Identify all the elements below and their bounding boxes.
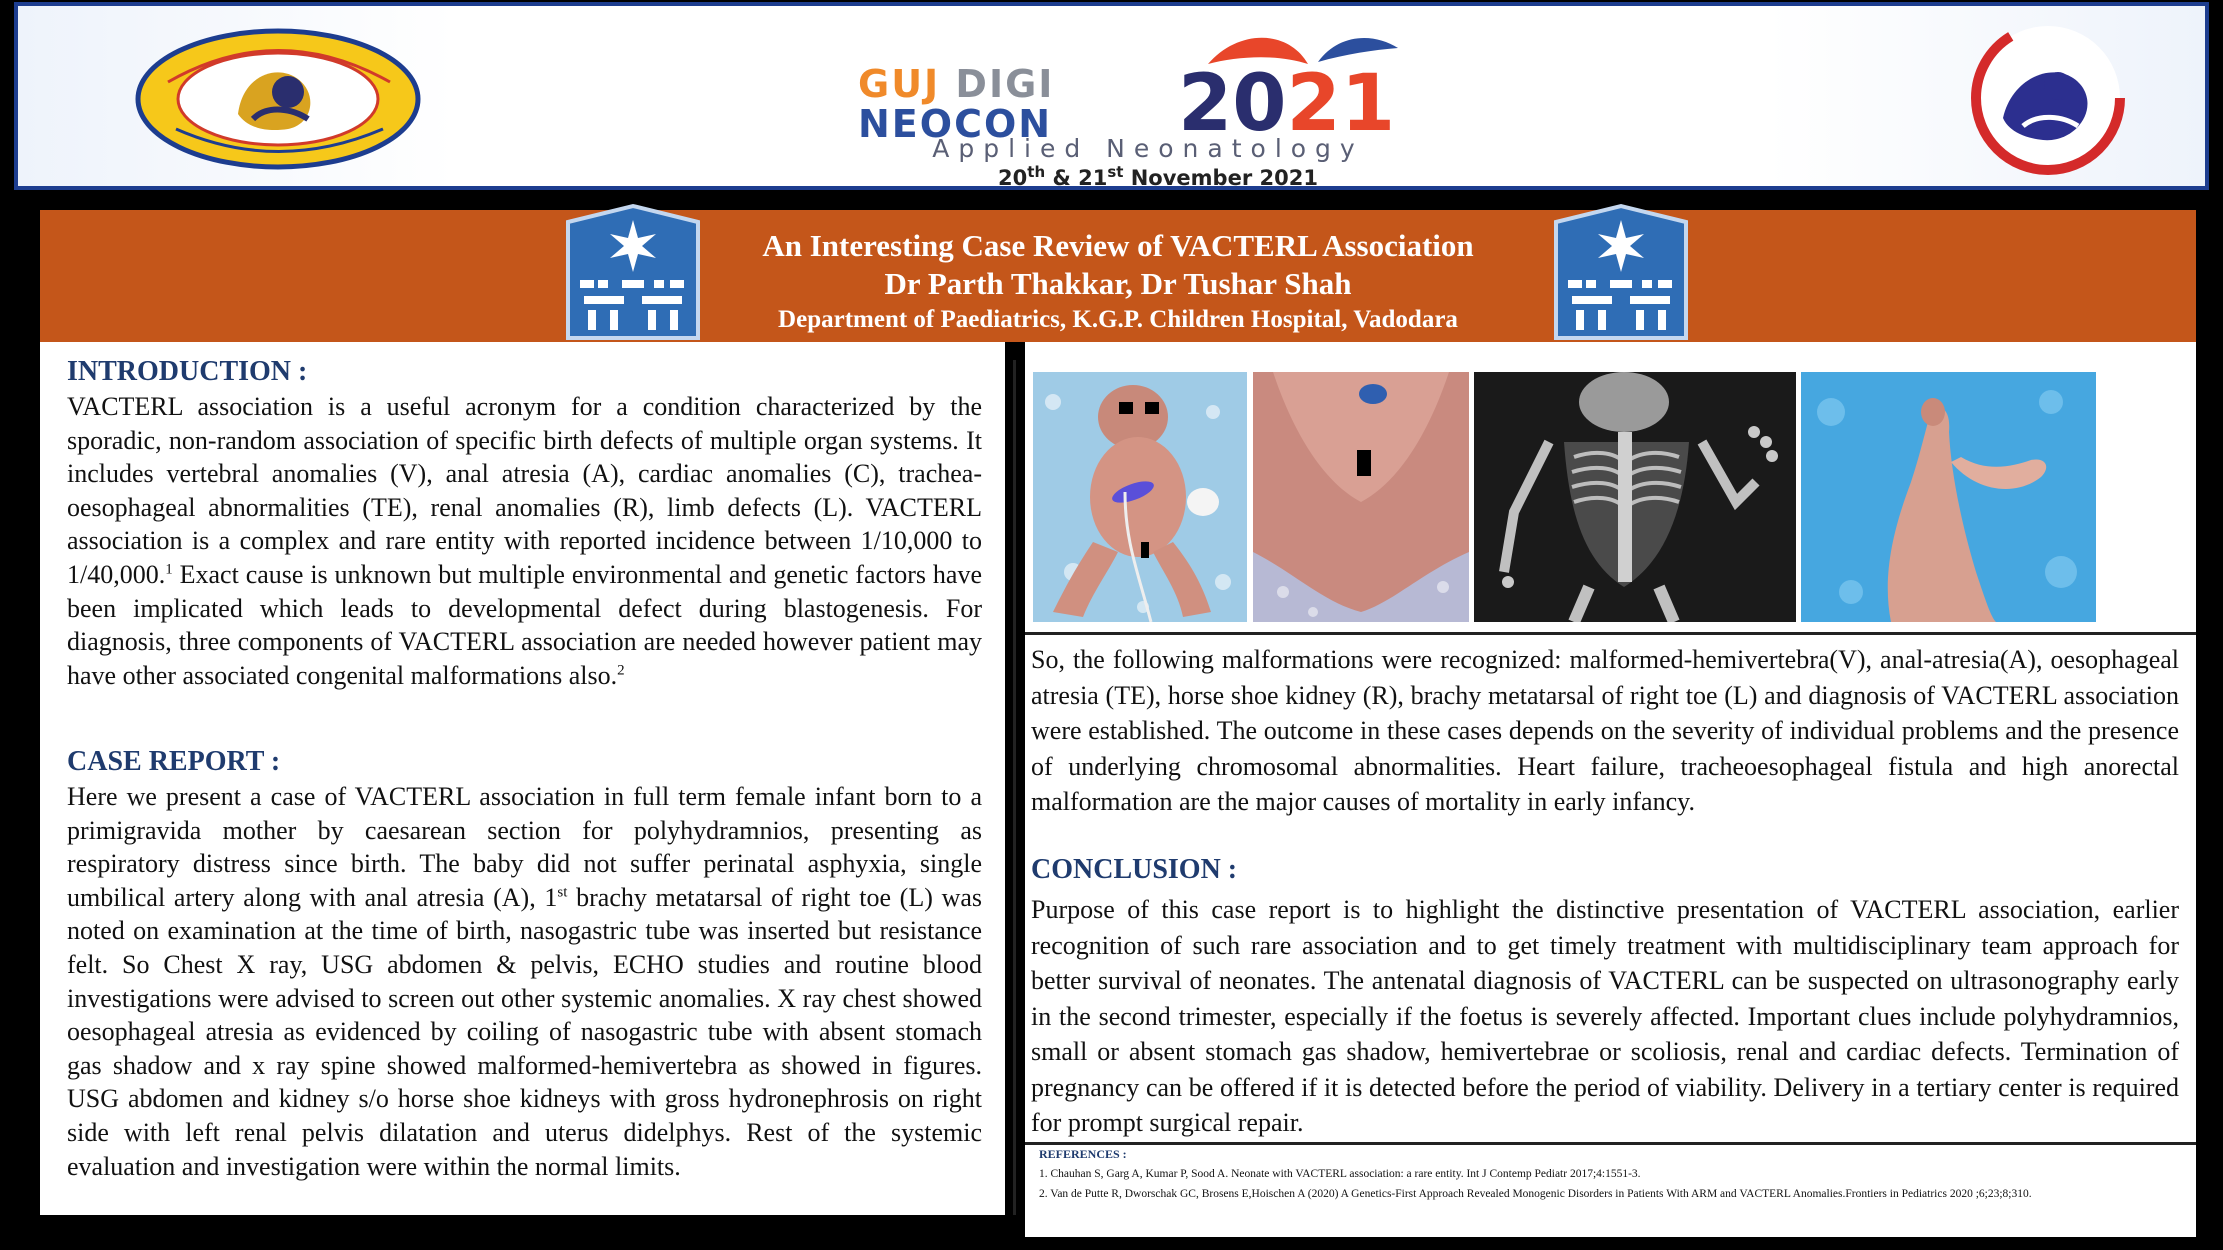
conf-year xyxy=(1178,59,1396,149)
institution-emblem-right xyxy=(1546,202,1696,342)
nnf-gujarat-logo xyxy=(128,24,428,174)
conf-date: 20th & 21st November 2021 xyxy=(998,163,1318,190)
title-bar xyxy=(40,210,2196,342)
reference-2: 2. Van de Putte R, Dworschak GC, Brosens E,Hoischen A (2020) A Genetics-First Approach Revealed Monogenic Disorders in Patients With ARM and VACTERL Anomalies.Frontiers in Pediatrics 2020 ;6;23;8;310. xyxy=(1039,1188,2032,1200)
introduction-heading: INTRODUCTION : xyxy=(67,356,308,387)
left-column xyxy=(40,342,1005,1215)
clinical-figures xyxy=(1031,372,2196,622)
case-text-b: brachy metatarsal of right toe (L) was noted on examination at the time of birth, nasogastric tube was inserted but resistance felt. So Chest X ray, USG abdomen & pelvis, ECHO studies and routine blood investigations were advised to screen out other systemic anomalies. X ray chest showed oesophageal atresia as evidenced by coiling of nasogastric tube with absent stomach gas shadow and x ray spine showed malformed-hemivertebra as showed in figures. USG abdomen and kidney s/o horse shoe kidneys with gross hydronephrosis on right side with left renal pelvis dilatation and uterus didelphys. Rest of the systemic evaluation and investigation were within the normal limits. xyxy=(67,882,983,1181)
intro-text-a: VACTERL association is a useful acronym for a condition characterized by the sporadic, non-random association of specific birth defects of multiple organ systems. It includes vertebral anomalies (V), anal atresia (A), cardiac anomalies (C), trachea-oesophageal abnormalities (TE), renal anomalies (R), limb defects (L). VACTERL association is a complex and rare entity with reported incidence between 1/10,000 to 1/40,000. xyxy=(67,392,982,589)
conf-guj: GUJ xyxy=(858,62,941,106)
leaf-icon xyxy=(1198,24,1408,74)
header-banner xyxy=(14,2,2209,190)
case-text-a: Here we present a case of VACTERL association in full term female infant born to a primigravida mother by caesarean section for polyhydramnios, presenting as respiratory distress since birth. The baby did not suffer perinatal asphyxia, single umbilical artery along with anal atresia (A), 1 xyxy=(67,782,982,912)
right-column xyxy=(1025,342,2196,1237)
poster-authors: Dr Parth Thakkar, Dr Tushar Shah xyxy=(884,266,1352,301)
conclusion-text: Purpose of this case report is to highlight the distinctive presentation of VACTERL association, earlier recognition of such rare association and to get timely treatment with multidisciplinary team approach for better survival of neonates. The antenatal diagnosis of VACTERL can be suspected on ultrasonography early in the second trimester, especially if the foetus is severely affected. Important clues include polyhydramnios, small or absent stomach gas shadow, hemivertebrae or scoliosis, renal and cardiac defects. Termination of pregnancy can be offered if it is detected before the period of viability. Delivery in a tertiary center is required for prompt surgical repair. xyxy=(1031,895,2179,1137)
intro-text-b: Exact cause is unknown but multiple environmental and genetic factors have been implicated which leads to developmental defect during blastogenesis. For diagnosis, three components of VACTERL association are needed however patient may have other associated congenital malformations also. xyxy=(67,559,982,690)
findings-text: So, the following malformations were recognized: malformed-hemivertebra(V), anal-atresia(A), oesophageal atresia (TE), horse shoe kidney (R), brachy metatarsal of right toe (L) and diagnosis of VACTERL association were established. The outcome in these cases depends on the severity of individual problems and the presence of underlying chromosomal abnormalities. Heart failure, tracheoesophageal fistula and high anorectal malformation are the major causes of mortality in early infancy. xyxy=(1031,645,2179,816)
year-20: 20 xyxy=(1178,59,1287,149)
conf-neocon: NEOCON xyxy=(858,102,1053,146)
ordinal-sup: st xyxy=(557,884,568,901)
case-report-heading: CASE REPORT : xyxy=(67,746,281,777)
figures-bottom-rule xyxy=(1025,632,2196,635)
conference-logo xyxy=(858,16,1458,190)
references xyxy=(1031,1144,2179,1204)
brachy-metatarsal-toe-photo xyxy=(1801,372,2096,622)
case-report-text xyxy=(67,780,982,1183)
infant-whole-body-photo xyxy=(1033,372,1247,622)
year-21: 21 xyxy=(1286,59,1396,149)
national-neonatology-forum-logo xyxy=(1963,18,2133,178)
introduction-text xyxy=(67,390,982,692)
poster-affiliation: Department of Paediatrics, K.G.P. Children Hospital, Vadodara xyxy=(778,306,1458,333)
references-heading: REFERENCES : xyxy=(1039,1147,1127,1161)
column-divider xyxy=(1013,360,1016,1215)
conf-subtitle: Applied Neonatology xyxy=(932,134,1364,163)
institution-emblem-left xyxy=(558,202,708,342)
conclusion-heading: CONCLUSION : xyxy=(1031,854,1238,885)
reference-1: 1. Chauhan S, Garg A, Kumar P, Sood A. Neonate with VACTERL association: a rare entity. Int J Contemp Pediatr 2017;4:1551-3. xyxy=(1039,1168,1641,1180)
citation-1: 1 xyxy=(165,561,173,578)
chest-spine-xray xyxy=(1474,372,1796,622)
conf-digi: DIGI xyxy=(955,62,1055,106)
poster-title: An Interesting Case Review of VACTERL Association xyxy=(762,228,1474,263)
anal-atresia-photo xyxy=(1253,372,1469,622)
citation-2: 2 xyxy=(617,662,625,679)
